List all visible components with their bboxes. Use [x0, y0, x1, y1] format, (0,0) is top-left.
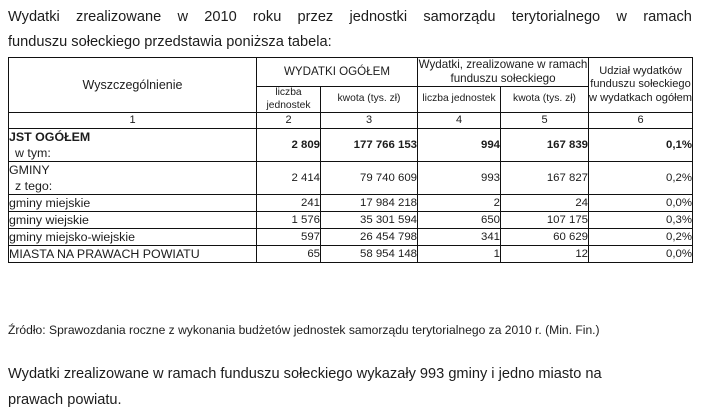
row-value: 650	[418, 212, 501, 229]
row-label	[9, 212, 257, 229]
row-label-main: JST OGÓŁEM	[9, 130, 91, 144]
row-value: 65	[257, 246, 321, 263]
row-value: 167 839	[501, 129, 589, 162]
row-value: 1	[418, 246, 501, 263]
table-header	[9, 58, 693, 129]
row-value: 993	[418, 162, 501, 195]
row-value: 177 766 153	[321, 129, 418, 162]
row-value: 1 576	[257, 212, 321, 229]
row-value: 58 954 148	[321, 246, 418, 263]
header-sub-amount-fund: kwota (tys. zł)	[501, 87, 589, 113]
row-value: 0,2%	[589, 229, 693, 246]
row-label	[9, 229, 257, 246]
row-label	[9, 162, 257, 195]
header-group-fund: Wydatki, zrealizowane w ramach funduszu sołeckiego	[418, 58, 588, 85]
row-value: 60 629	[501, 229, 589, 246]
row-value: 167 827	[501, 162, 589, 195]
row-label-sub: z tego:	[15, 179, 53, 193]
row-value: 35 301 594	[321, 212, 418, 229]
row-label	[9, 246, 257, 263]
outro-line-2: prawach powiatu.	[8, 392, 122, 408]
expenditure-table	[8, 57, 693, 263]
intro-paragraph	[8, 5, 692, 55]
row-label-main: GMINY	[9, 163, 50, 177]
expenditure-table-wrapper	[8, 57, 692, 263]
header-sub-count-fund: liczba jednostek	[418, 87, 501, 113]
row-value: 994	[418, 129, 501, 162]
header-sub-count-total: liczba jednostek	[257, 87, 321, 113]
row-value: 107 175	[501, 212, 589, 229]
header-group-total: WYDATKI OGÓŁEM	[257, 58, 418, 87]
table-row	[9, 246, 693, 263]
row-label-sub: w tym:	[15, 146, 51, 160]
row-value: 0,3%	[589, 212, 693, 229]
column-number-5: 5	[501, 113, 589, 129]
outro-paragraph	[8, 361, 692, 413]
row-label-main: gminy wiejskie	[9, 213, 89, 227]
table-row	[9, 162, 693, 195]
outro-line-1: Wydatki zrealizowane w ramach funduszu sołeckiego wykazały 993 gminy i jedno miasto na	[8, 366, 602, 382]
header-row-groups	[9, 58, 693, 87]
table-row	[9, 229, 693, 246]
row-label	[9, 129, 257, 162]
row-value: 17 984 218	[321, 195, 418, 212]
row-value: 2 809	[257, 129, 321, 162]
column-number-2: 2	[257, 113, 321, 129]
row-label	[9, 195, 257, 212]
row-value: 26 454 798	[321, 229, 418, 246]
row-value: 2 414	[257, 162, 321, 195]
column-number-3: 3	[321, 113, 418, 129]
header-group-share: Udział wydatków funduszu sołeckiego w wydatkach ogółem	[589, 58, 693, 113]
row-value: 24	[501, 195, 589, 212]
row-value: 341	[418, 229, 501, 246]
row-label-main: gminy miejsko-wiejskie	[9, 230, 135, 244]
table-body	[9, 129, 693, 263]
row-value: 241	[257, 195, 321, 212]
row-value: 79 740 609	[321, 162, 418, 195]
row-value: 0,0%	[589, 195, 693, 212]
header-stub: Wyszczególnienie	[9, 58, 257, 113]
intro-line-2: funduszu sołeckiego przedstawia poniższa tabela:	[8, 34, 332, 50]
table-row	[9, 195, 693, 212]
table-row	[9, 212, 693, 229]
column-number-1: 1	[9, 113, 257, 129]
row-value: 0,2%	[589, 162, 693, 195]
column-number-row	[9, 113, 693, 129]
intro-line-1: Wydatki zrealizowane w 2010 roku przez jednostki samorządu terytorialnego w ramach	[8, 9, 692, 25]
row-value: 2	[418, 195, 501, 212]
column-number-4: 4	[418, 113, 501, 129]
row-value: 12	[501, 246, 589, 263]
row-value: 597	[257, 229, 321, 246]
row-label-main: gminy miejskie	[9, 196, 91, 210]
column-number-6: 6	[589, 113, 693, 129]
header-sub-amount-total: kwota (tys. zł)	[321, 87, 418, 113]
row-label-main: MIASTA NA PRAWACH POWIATU	[9, 247, 200, 261]
source-note: Źródło: Sprawozdania roczne z wykonania budżetów jednostek samorządu terytorialnego za 2010 r. (Min. Fin.)	[8, 323, 600, 337]
row-value: 0,1%	[589, 129, 693, 162]
table-row	[9, 129, 693, 162]
row-value: 0,0%	[589, 246, 693, 263]
